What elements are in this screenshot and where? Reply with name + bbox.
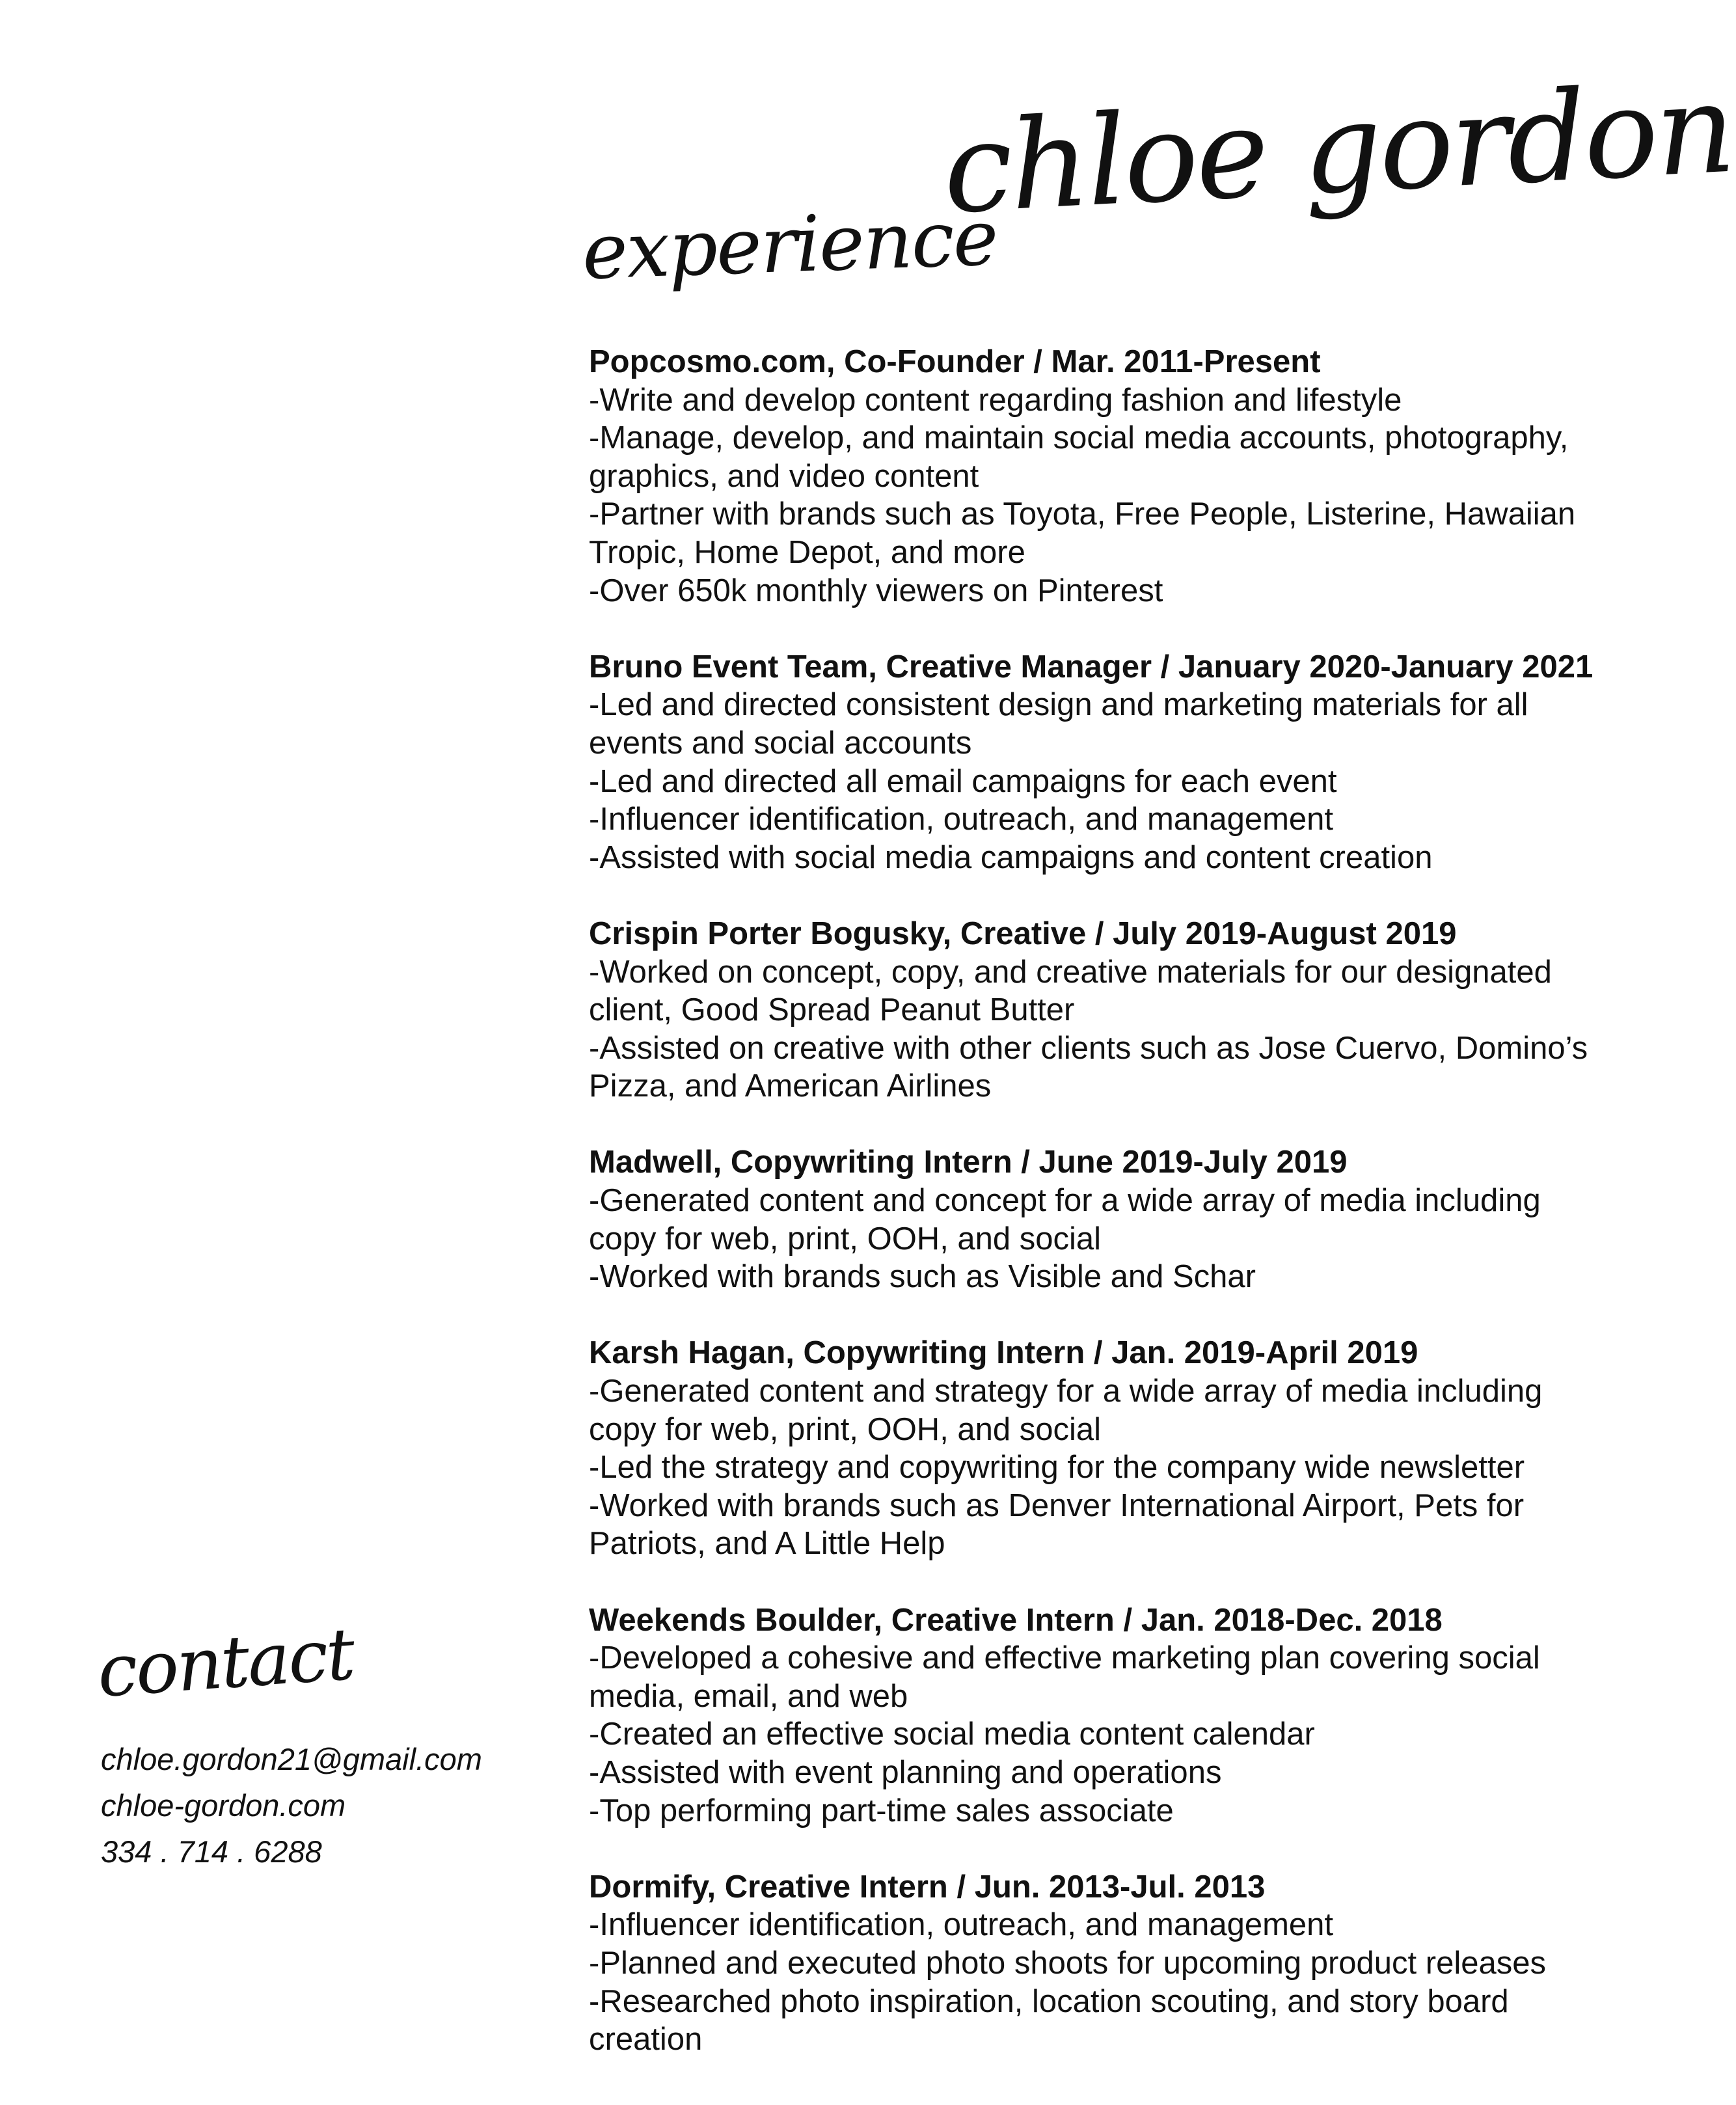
job-bullet: -Manage, develop, and maintain social media accounts, photography, graphics, and video content	[589, 420, 1569, 494]
experience-section	[589, 343, 1604, 2097]
job-entry	[589, 1601, 1604, 1830]
job-entry	[589, 1868, 1604, 2059]
job-bullet: -Created an effective social media content calendar	[589, 1717, 1315, 1752]
job-title: Bruno Event Team, Creative Manager / January 2020-January 2021	[589, 649, 1594, 685]
job-title: Weekends Boulder, Creative Intern / Jan. 2018-Dec. 2018	[589, 1602, 1443, 1638]
job-bullet: -Over 650k monthly viewers on Pinterest	[589, 573, 1163, 608]
job-bullet: -Worked with brands such as Visible and Schar	[589, 1259, 1256, 1295]
job-entry	[589, 1334, 1604, 1563]
job-bullet: -Researched photo inspiration, location scouting, and story board creation	[589, 1983, 1509, 2057]
contact-heading: contact	[94, 1612, 356, 1713]
job-bullet: -Assisted with social media campaigns and content creation	[589, 839, 1433, 875]
job-bullet: -Worked on concept, copy, and creative materials for our designated client, Good Spread Peanut Butter	[589, 954, 1552, 1028]
job-bullet: -Assisted on creative with other clients such as Jose Cuervo, Domino’s Pizza, and American Airlines	[589, 1030, 1588, 1104]
job-title: Madwell, Copywriting Intern / June 2019-July 2019	[589, 1145, 1348, 1180]
job-bullet: -Influencer identification, outreach, and management	[589, 802, 1334, 837]
job-bullet: -Led and directed consistent design and marketing materials for all events and social accounts	[589, 687, 1528, 761]
job-title: Dormify, Creative Intern / Jun. 2013-Jul. 2013	[589, 1869, 1266, 1905]
name-signature: chloe gordon	[940, 56, 1736, 241]
job-bullet: -Write and develop content regarding fashion and lifestyle	[589, 382, 1402, 418]
job-entry	[589, 343, 1604, 610]
experience-heading: experience	[580, 192, 999, 297]
job-bullet: -Developed a cohesive and effective marketing plan covering social media, email, and web	[589, 1640, 1540, 1714]
job-entry	[589, 915, 1604, 1106]
job-title: Crispin Porter Bogusky, Creative / July 2019-August 2019	[589, 916, 1457, 951]
job-entry	[589, 1143, 1604, 1296]
job-bullet: -Top performing part-time sales associate	[589, 1793, 1174, 1828]
job-title: Popcosmo.com, Co-Founder / Mar. 2011-Present	[589, 344, 1321, 379]
job-bullet: -Partner with brands such as Toyota, Free People, Listerine, Hawaiian Tropic, Home Depot, and more	[589, 496, 1576, 570]
contact-section	[101, 1736, 482, 1875]
job-bullet: -Assisted with event planning and operations	[589, 1754, 1222, 1790]
job-title: Karsh Hagan, Copywriting Intern / Jan. 2019-April 2019	[589, 1335, 1418, 1371]
job-bullet: -Worked with brands such as Denver International Airport, Pets for Patriots, and A Little Help	[589, 1487, 1525, 1562]
job-entry	[589, 648, 1604, 877]
job-bullet: -Generated content and strategy for a wide array of media including copy for web, print, OOH, and social	[589, 1374, 1543, 1447]
job-bullet: -Planned and executed photo shoots for upcoming product releases	[589, 1945, 1546, 1981]
job-bullet: -Led and directed all email campaigns for each event	[589, 763, 1337, 799]
contact-phone: 334 . 714 . 6288	[101, 1834, 322, 1869]
job-bullet: -Generated content and concept for a wide array of media including copy for web, print, OOH, and social	[589, 1183, 1541, 1256]
contact-email[interactable]: chloe.gordon21@gmail.com	[101, 1742, 482, 1776]
job-bullet: -Influencer identification, outreach, and management	[589, 1907, 1334, 1943]
job-bullet: -Led the strategy and copywriting for the company wide newsletter	[589, 1450, 1525, 1486]
contact-website[interactable]: chloe-gordon.com	[101, 1788, 346, 1823]
